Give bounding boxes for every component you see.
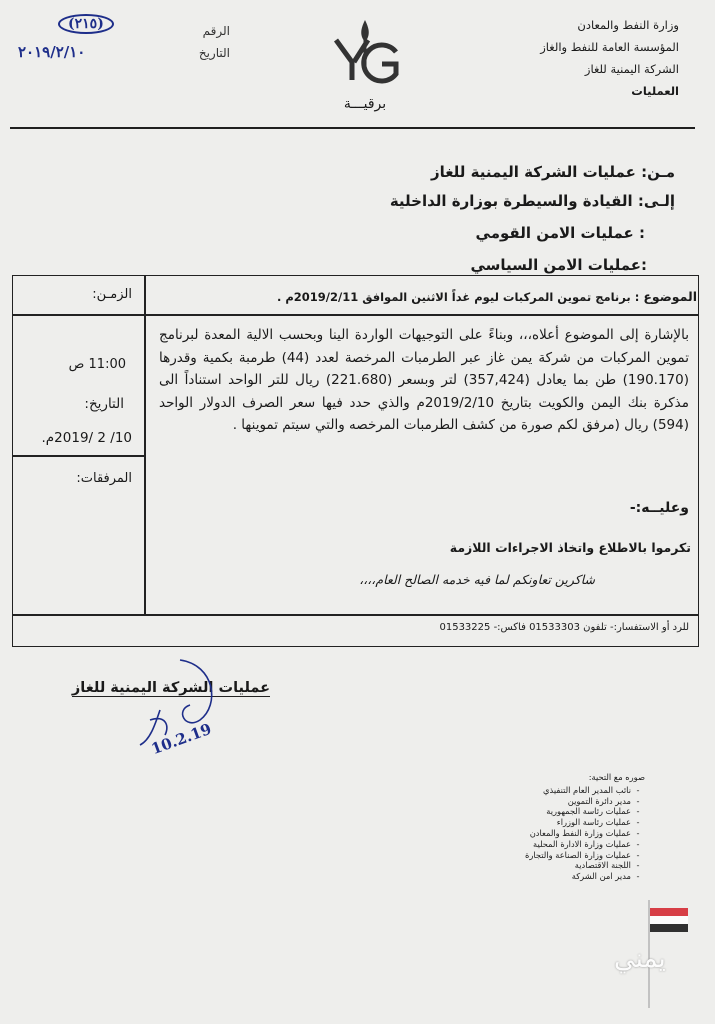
watermark-text: يمني — [614, 944, 666, 974]
cc-list — [475, 772, 645, 882]
logo-caption: برقيـــة — [343, 96, 387, 112]
company-logo — [330, 18, 400, 113]
cc-item: - عمليات وزارة الادارة المحلية — [533, 838, 640, 849]
ministry-name: وزارة النفط والمعادن — [577, 18, 679, 32]
request-line: تكرموا بالاطلاع واتخاذ الاجراءات اللازمة — [449, 540, 691, 555]
letterhead — [479, 14, 679, 102]
subject-text: برنامج تموين المركبات ليوم غداً الاثنين الموافق 2019/2/11م . — [276, 290, 631, 304]
watermark — [614, 900, 700, 1010]
recipient-political-security: :عمليات الامن السياسي — [470, 256, 647, 274]
thanks-line: شاكرين تعاونكم لما فيه خدمه الصالح العام،،،، — [359, 572, 595, 587]
flag-black-band — [650, 924, 688, 932]
table-side-divider — [12, 455, 144, 457]
to-line — [115, 192, 675, 210]
flag-red-band — [650, 908, 688, 916]
from-value: عمليات الشركة اليمنية للغاز — [430, 163, 636, 181]
date-label: التاريخ: — [84, 396, 124, 412]
recipient-national-security: : عمليات الامن القومي — [475, 224, 645, 242]
time-value: 11:00 ص — [68, 357, 126, 372]
cc-item: - عمليات رئاسة الوزراء — [556, 817, 640, 828]
ref-number-value: (٢١٥) — [58, 14, 114, 34]
department-name: العمليات — [631, 84, 679, 98]
time-label: الزمـن: — [92, 287, 132, 302]
header-divider — [10, 127, 695, 129]
ref-number-label: الرقم — [202, 24, 230, 38]
signature-name: عمليات الشركة اليمنية للغاز — [71, 680, 270, 696]
attachments-label: المرفقات: — [76, 471, 132, 486]
subject-line: الموضوع : برنامج تموين المركبات ليوم غداً الاثنين الموافق 2019/2/11م . — [276, 289, 697, 304]
message-body: بالإشارة إلى الموضوع أعلاه،،، وبناءً على التوجيهات الواردة الينا وبحسب الالية المعدة لبرنامج تموين المركبات من شركة يمن غاز عبر الطرمبات المرخصة لعدد (44) طرمبة بكمية وقدرها (190.170) طن بما يعادل (357,424) لتر وبسعر (221.680) ريال للتر الواحد استناداً الى مذكرة بنك اليمن والكويت بتاريخ 2019/2/10م والذي حدد فيها سعر الصرف الدولار الواحد (594) ريال (مرفق لكم صورة من كشف الطرمبات المرخصه والتي سيتم تموينها . — [159, 327, 689, 434]
cc-item: - عمليات وزارة النفط والمعادن — [529, 827, 640, 838]
company-name: الشركة اليمنية للغاز — [584, 62, 679, 76]
cc-item: - عمليات وزارة الصناعة والتجارة — [525, 849, 640, 860]
cc-item: - مدير دائرة التموين — [567, 795, 640, 806]
signature-date: 10.2.19 — [148, 719, 214, 759]
ref-date-value: ٢٠١٩/٢/١٠ — [18, 43, 86, 61]
to-label: إلـى: — [637, 192, 675, 210]
table-row-divider — [12, 314, 699, 316]
flag-white-band — [650, 916, 688, 924]
wa-alayh: وعليــه:- — [629, 500, 689, 516]
reference-block — [18, 16, 230, 64]
cc-item: - اللجنة الاقتصادية — [574, 860, 640, 871]
flame-logo-icon — [330, 18, 400, 90]
cc-item: - مدير امن الشركة — [571, 871, 640, 882]
date-value: 10/ 2 /2019م. — [41, 430, 132, 446]
contact-line: للرد أو الاستفسار:- تلفون 01533303 فاكس:- 01533225 — [439, 622, 689, 633]
cc-title: صوره مع التحية: — [588, 772, 645, 782]
from-label: مـن: — [641, 163, 675, 181]
table-footer-divider — [12, 614, 699, 616]
cc-item: - نائب المدير العام التنفيذي — [543, 784, 640, 795]
ref-date-label: التاريخ — [198, 46, 230, 60]
to-value: القيادة والسيطرة بوزارة الداخلية — [389, 192, 633, 210]
from-line — [115, 163, 675, 181]
table-column-divider — [144, 275, 146, 615]
corporation-name: المؤسسة العامة للنفط والغاز — [540, 40, 679, 54]
subject-label: الموضوع — [643, 289, 697, 304]
cc-item: - عمليات رئاسة الجمهورية — [546, 806, 640, 817]
